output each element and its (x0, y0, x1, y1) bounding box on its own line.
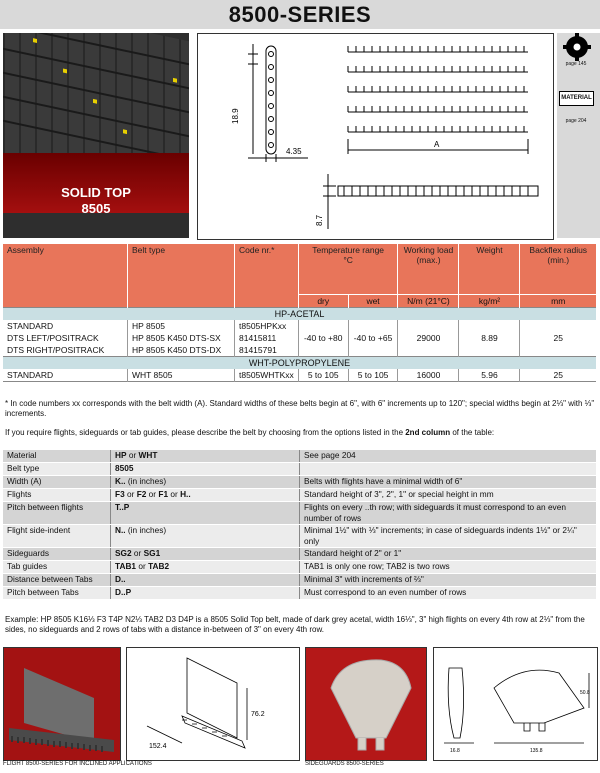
cell-belt-type: HP 8505 K450 DTS-SX (128, 332, 235, 344)
option-name: Pitch between flights (3, 502, 111, 525)
hdr-spacer (3, 294, 128, 307)
specifications-table (3, 244, 596, 382)
option-row (3, 525, 596, 548)
belt-side-view (323, 174, 538, 229)
option-desc: Belts with flights have a minimal width of 6" (300, 476, 597, 489)
cell-backflex: 25 (520, 369, 596, 382)
option-value: 8505 (111, 463, 300, 476)
caption-sideguards: SIDEGUARDS 8500-SERIES (305, 761, 384, 767)
flight-photo (3, 647, 121, 761)
cell-wet: -40 to +65 (348, 320, 398, 357)
option-name: Width (A) (3, 476, 111, 489)
col-working-load: Working load (max.) (398, 244, 459, 294)
col-weight: Weight (459, 244, 520, 294)
product-label (3, 185, 189, 217)
col-temperature (298, 244, 398, 294)
cell-code: 81415791 (235, 344, 299, 357)
option-row (3, 450, 596, 463)
flight-height-dim: 76.2 (251, 711, 265, 718)
cell-assembly: DTS LEFT/POSITRACK (3, 332, 128, 344)
option-row (3, 463, 596, 476)
cell-belt-type: HP 8505 (128, 320, 235, 332)
option-row (3, 561, 596, 574)
option-desc (300, 463, 597, 476)
material-page-ref: page 204 (565, 118, 587, 124)
page-title: 8500-SERIES (228, 2, 372, 27)
cell-belt-type: HP 8505 K450 DTS-DX (128, 344, 235, 357)
sg-width-dim: 16.8 (450, 748, 460, 754)
option-row (3, 574, 596, 587)
option-value: K.. (in inches) (111, 476, 300, 489)
option-value: N.. (in inches) (111, 525, 300, 548)
material-icon: MATERIAL (559, 91, 594, 106)
cell-code: 81415811 (235, 332, 299, 344)
cell-assembly: DTS RIGHT/POSITRACK (3, 344, 128, 357)
cell-assembly: STANDARD (3, 320, 128, 332)
belt-top-view (348, 46, 528, 154)
dim-width: A (434, 140, 440, 149)
option-value: D.. (111, 574, 300, 587)
cell-dry: 5 to 105 (298, 369, 348, 382)
instruction-text (5, 428, 595, 438)
option-row (3, 587, 596, 600)
option-desc: Must correspond to an even number of rows (300, 587, 597, 600)
temp-unit-label: °C (343, 255, 353, 265)
cell-belt-type: WHT 8505 (128, 369, 235, 382)
drawing-svg (198, 34, 553, 239)
option-value: SG2 or SG1 (111, 548, 300, 561)
hdr-spacer (235, 294, 299, 307)
technical-drawing (197, 33, 554, 240)
cell-wet: 5 to 105 (348, 369, 398, 382)
option-name: Distance between Tabs (3, 574, 111, 587)
flight-drawing-svg (127, 648, 299, 760)
product-name: SOLID TOP (61, 185, 131, 200)
sub-backflex-unit: mm (520, 294, 596, 307)
sideguard-drawing (433, 647, 598, 761)
dim-thickness: 8.7 (315, 214, 324, 226)
options-table (3, 450, 596, 600)
cell-code: t8505HPKxx (235, 320, 299, 332)
hdr-spacer (128, 294, 235, 307)
dim-height: 18.9 (231, 108, 240, 124)
cell-load: 29000 (398, 320, 459, 357)
option-row (3, 502, 596, 525)
flight-width-dim: 152.4 (149, 743, 167, 750)
cell-code: t8505WHTKxx (235, 369, 299, 382)
col-belt-type: Belt type (128, 244, 235, 294)
instruction-post: of the table: (450, 428, 495, 437)
option-value: T..P (111, 502, 300, 525)
option-desc: TAB1 is only one row; TAB2 is two rows (300, 561, 597, 574)
sg-height-dim: 50.8 (580, 690, 590, 696)
dim-pitch: 4.35 (286, 147, 302, 156)
instruction-pre: If you require flights, sideguards or tab guides, please describe the belt by choosing from the options listed in the (5, 428, 406, 437)
sideguard-photo (305, 647, 427, 761)
option-row (3, 489, 596, 502)
sub-weight-unit: kg/m² (459, 294, 520, 307)
table-row (3, 369, 596, 382)
flight-photo-svg (4, 648, 120, 760)
option-desc: Minimal 1½" with ⅓" increments; in case of sideguards indents 1½" or 2¼" only (300, 525, 597, 548)
example-text: Example: HP 8505 K16⅓ F3 T4P N2⅓ TAB2 D3 D4P is a 8505 Solid Top belt, made of dark grey acetal, width 16⅓", 3" high flights on every 4th row at 2⅓" from the sides, no sideguards and 2 rows of tabs with a distance in-between of 3" on every 4th row. (5, 615, 585, 634)
sg-length-dim: 135.8 (530, 748, 543, 754)
option-name: Tab guides (3, 561, 111, 574)
option-name: Flights (3, 489, 111, 502)
option-name: Pitch between Tabs (3, 587, 111, 600)
cell-weight: 5.96 (459, 369, 520, 382)
option-value: TAB1 or TAB2 (111, 561, 300, 574)
section-wht-polypropylene: WHT-POLYPROPYLENE (3, 356, 596, 369)
sub-load-unit: N/m (21°C) (398, 294, 459, 307)
side-profile (266, 46, 276, 154)
cell-weight: 8.89 (459, 320, 520, 357)
option-name: Material (3, 450, 111, 463)
option-desc: See page 204 (300, 450, 597, 463)
option-desc: Standard height of 3", 2", 1" or special height in mm (300, 489, 597, 502)
option-name: Flight side-indent (3, 525, 111, 548)
caption-flight: FLIGHT 8500-SERIES FOR INCLINED APPLICATIONS (3, 761, 152, 767)
sub-dry: dry (298, 294, 348, 307)
option-desc: Standard height of 2" or 1" (300, 548, 597, 561)
option-desc: Flights on every ..th row; with sideguards it must correspond to an even number of rows (300, 502, 597, 525)
option-row (3, 476, 596, 489)
sub-wet: wet (348, 294, 398, 307)
sideguard-photo-svg (306, 648, 426, 760)
option-value: HP or WHT (111, 450, 300, 463)
option-value: F3 or F2 or F1 or H.. (111, 489, 300, 502)
section-hp-acetal: HP-ACETAL (3, 307, 596, 320)
product-photo (3, 33, 189, 238)
flight-drawing (126, 647, 300, 761)
product-code: 8505 (81, 201, 111, 216)
option-value: D..P (111, 587, 300, 600)
sprocket-page-ref: page 145 (565, 61, 587, 67)
side-reference-panel (557, 33, 600, 238)
col-code: Code nr.* (235, 244, 299, 294)
col-assembly: Assembly (3, 244, 128, 294)
option-name: Belt type (3, 463, 111, 476)
option-name: Sideguards (3, 548, 111, 561)
footnote: * In code numbers xx corresponds with the belt width (A). Standard widths of these belts begin at 6", with 6" increments up to 120"; special widths begin at 2⅓" with ⅓" increments. (5, 399, 595, 418)
profile-holes (269, 52, 274, 148)
cell-assembly: STANDARD (3, 369, 128, 382)
cell-backflex: 25 (520, 320, 596, 357)
col-backflex: Backflex radius (min.) (520, 244, 596, 294)
option-row (3, 548, 596, 561)
temp-range-label: Temperature range (312, 245, 385, 255)
table-row (3, 320, 596, 332)
instruction-strong: 2nd column (405, 428, 451, 437)
option-desc: Minimal 3" with increments of ⅔" (300, 574, 597, 587)
sideguard-drawing-svg (434, 648, 597, 760)
cell-load: 16000 (398, 369, 459, 382)
cell-dry: -40 to +80 (298, 320, 348, 357)
